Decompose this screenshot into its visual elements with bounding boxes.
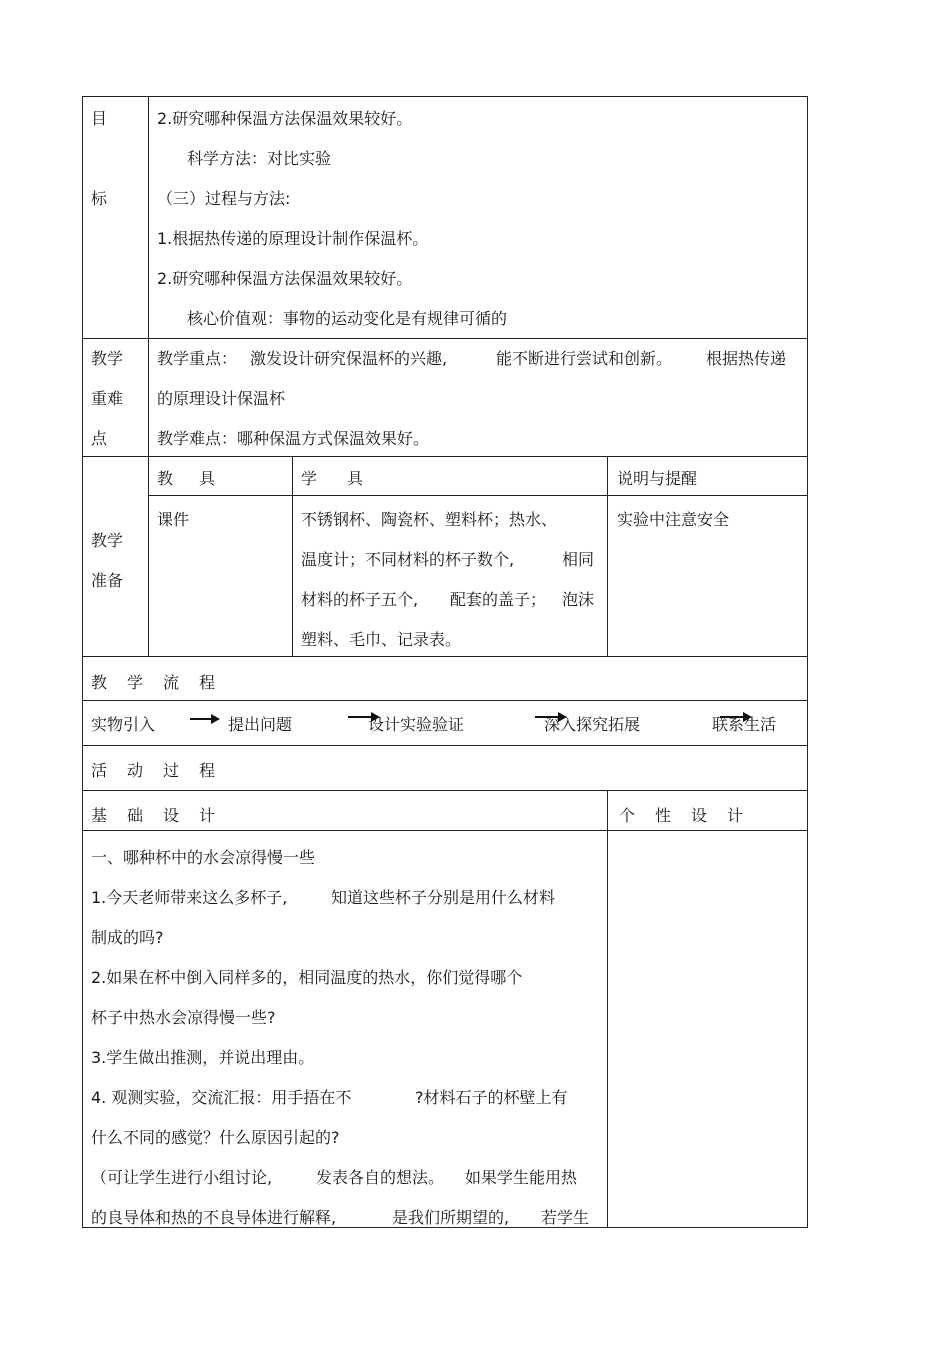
basic-design-header: 基础设计 bbox=[91, 806, 236, 825]
activity-p1-a: 1.今天老师带来这么多杯子, bbox=[91, 888, 288, 907]
divider-goal-keypoints bbox=[82, 338, 808, 339]
prep-student-tools-line-1: 不锈钢杯、陶瓷杯、塑料杯；热水、 bbox=[301, 510, 558, 529]
table-border-left bbox=[82, 96, 83, 1228]
flow-step-3: 设计实验验证 bbox=[368, 715, 465, 734]
goal-line-1: 2.研究哪种保温方法保温效果较好。 bbox=[157, 109, 413, 128]
table-border-top bbox=[82, 96, 808, 97]
goal-label-1: 目 bbox=[91, 109, 108, 128]
goal-line-4: 1.根据热传递的原理设计制作保温杯。 bbox=[157, 229, 429, 248]
prep-header-notes: 说明与提醒 bbox=[617, 469, 698, 488]
keypoints-line1-a: 教学重点： bbox=[157, 349, 238, 368]
personal-design-header: 个性设计 bbox=[619, 806, 764, 825]
divider-prep-flow bbox=[82, 656, 808, 657]
flow-step-2: 提出问题 bbox=[228, 715, 293, 734]
keypoints-label-2: 重难 bbox=[91, 389, 124, 408]
activity-p6-c: 若学生 bbox=[541, 1208, 590, 1227]
divider-flow-steps bbox=[82, 745, 808, 746]
goal-line-6: 核心价值观：事物的运动变化是有规律可循的 bbox=[187, 309, 508, 328]
keypoints-line3: 教学难点：哪种保温方式保温效果好。 bbox=[157, 429, 430, 448]
keypoints-line1-b: 激发设计研究保温杯的兴趣, bbox=[250, 349, 448, 368]
prep-teacher-tools: 课件 bbox=[157, 510, 190, 529]
prep-header-teacher-tools: 教具 bbox=[157, 469, 242, 488]
design-divider bbox=[607, 790, 608, 1227]
flow-step-1: 实物引入 bbox=[91, 715, 156, 734]
flow-step-4: 深入探究拓展 bbox=[544, 715, 641, 734]
prep-label-2: 准备 bbox=[91, 571, 124, 590]
prep-student-tools-line-3b: 配套的盖子； bbox=[450, 590, 547, 609]
activity-p5-a: （可让学生进行小组讨论, bbox=[91, 1168, 273, 1187]
prep-divider-1 bbox=[292, 456, 293, 656]
label-column-divider bbox=[148, 96, 149, 656]
keypoints-label-1: 教学 bbox=[91, 349, 124, 368]
activity-p1-b: 知道这些杯子分别是用什么材料 bbox=[331, 888, 556, 907]
activity-p5-b: 发表各自的想法。 bbox=[316, 1168, 445, 1187]
activity-title: 活动过程 bbox=[91, 761, 236, 780]
goal-line-2: 科学方法：对比实验 bbox=[187, 149, 332, 168]
prep-student-tools-line-2b: 相同 bbox=[562, 550, 595, 569]
prep-header-student-tools: 学具 bbox=[301, 469, 394, 488]
activity-p6-b: 是我们所期望的, bbox=[392, 1208, 510, 1227]
keypoints-line1-d: 根据热传递 bbox=[706, 349, 787, 368]
activity-heading: 一、哪种杯中的水会凉得慢一些 bbox=[91, 848, 316, 867]
divider-activity-title bbox=[82, 790, 808, 791]
goal-line-3: （三）过程与方法: bbox=[157, 189, 291, 208]
keypoints-line2: 的原理设计保温杯 bbox=[157, 389, 286, 408]
activity-p3: 3.学生做出推测，并说出理由。 bbox=[91, 1048, 315, 1067]
activity-p2-a: 2.如果在杯中倒入同样多的，相同温度的热水，你们觉得哪个 bbox=[91, 968, 523, 987]
prep-student-tools-line-2a: 温度计；不同材料的杯子数个, bbox=[301, 550, 515, 569]
divider-design-header bbox=[82, 830, 808, 831]
activity-p6-a: 的良导体和热的不良导体进行解释, bbox=[91, 1208, 337, 1227]
flow-step-5: 联系生活 bbox=[712, 715, 777, 734]
prep-notes: 实验中注意安全 bbox=[617, 510, 730, 529]
divider-prep-header bbox=[148, 495, 808, 496]
activity-p4-c: 什么不同的感觉？什么原因引起的? bbox=[91, 1128, 340, 1147]
divider-keypoints-prep bbox=[82, 456, 808, 457]
activity-p4-a: 4. 观测实验，交流汇报：用手捂在不 bbox=[91, 1088, 352, 1107]
prep-student-tools-line-3a: 材料的杯子五个, bbox=[301, 590, 419, 609]
flow-arrow-1 bbox=[190, 718, 218, 720]
activity-p2-b: 杯子中热水会凉得慢一些? bbox=[91, 1008, 276, 1027]
activity-p4-b: ?材料石子的杯壁上有 bbox=[415, 1088, 568, 1107]
table-border-right bbox=[807, 96, 808, 1228]
flow-title: 教学流程 bbox=[91, 673, 236, 692]
goal-label-2: 标 bbox=[91, 189, 108, 208]
activity-p5-c: 如果学生能用热 bbox=[465, 1168, 578, 1187]
keypoints-label-3: 点 bbox=[91, 429, 108, 448]
keypoints-line1-c: 能不断进行尝试和创新。 bbox=[496, 349, 673, 368]
divider-flow-title bbox=[82, 700, 808, 701]
prep-divider-2 bbox=[607, 456, 608, 656]
goal-line-5: 2.研究哪种保温方法保温效果较好。 bbox=[157, 269, 413, 288]
prep-student-tools-line-4: 塑料、毛巾、记录表。 bbox=[301, 630, 462, 649]
prep-student-tools-line-3c: 泡沫 bbox=[562, 590, 595, 609]
prep-label-1: 教学 bbox=[91, 531, 124, 550]
activity-p1-c: 制成的吗? bbox=[91, 928, 164, 947]
